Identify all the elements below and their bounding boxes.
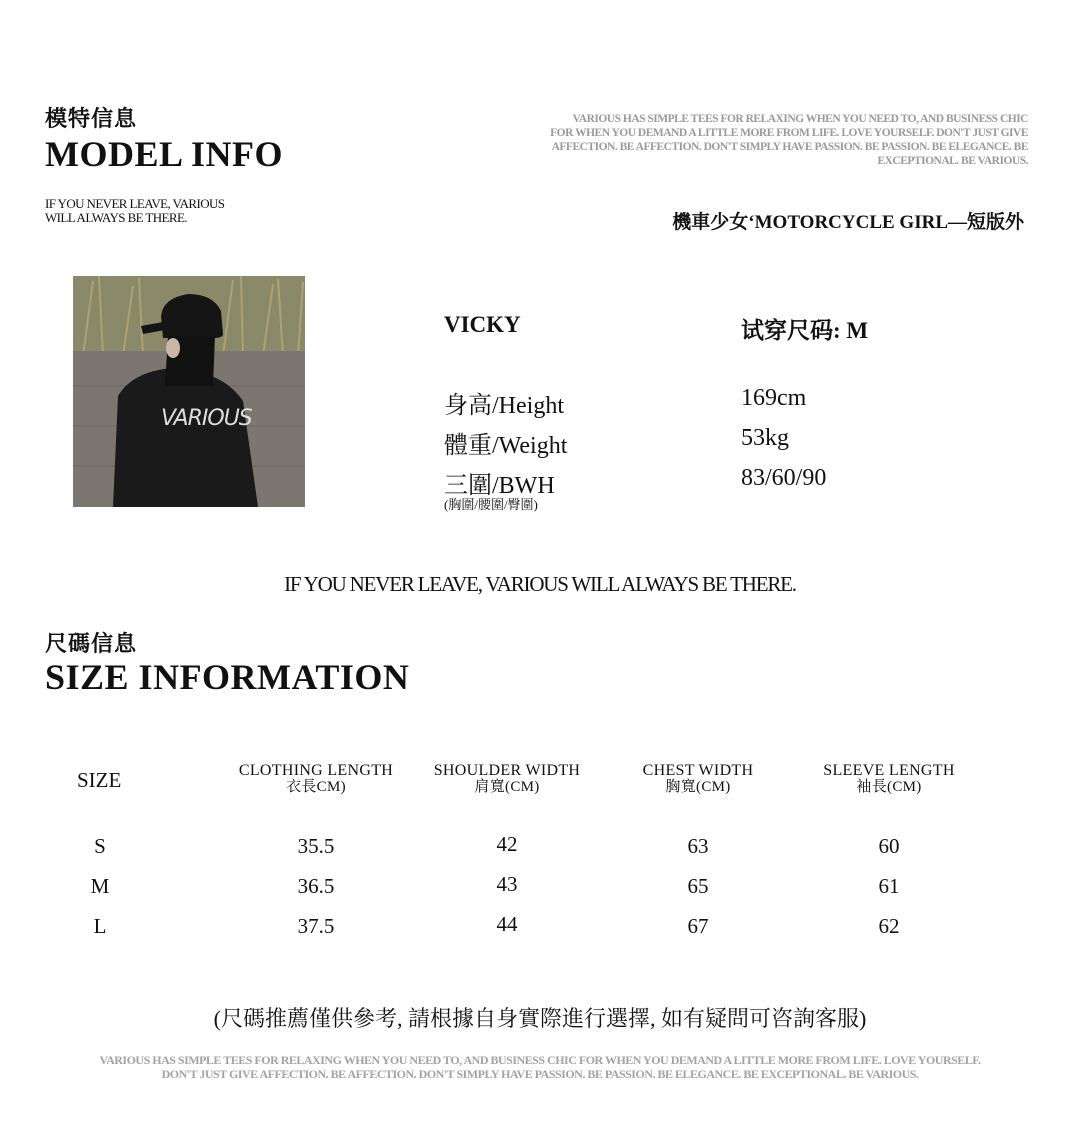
stat-value-height: 169cm bbox=[741, 385, 807, 411]
stat-label-height: 身高/Height bbox=[444, 393, 564, 419]
size-section-title-cn: 尺碼信息 bbox=[45, 631, 138, 656]
size-header: SIZE bbox=[77, 768, 122, 792]
tagline bbox=[45, 197, 224, 225]
footer-line: VARIOUS HAS SIMPLE TEES FOR RELAXING WHEN YOU NEED TO, AND BUSINESS CHIC FOR WHEN YOU DEMAND A LITTLE MORE FROM LIFE. LOVE YOURSELF. bbox=[99, 1053, 981, 1067]
col-header-clothing-length bbox=[226, 762, 406, 796]
footer-line: DON'T JUST GIVE AFFECTION. BE AFFECTION. DON'T SIMPLY HAVE PASSION. BE PASSION. BE ELEGANCE. BE EXCEPTIONAL. BE VARIOUS. bbox=[161, 1067, 919, 1081]
tagline-line: IF YOU NEVER LEAVE, VARIOUS bbox=[45, 196, 225, 211]
cell-clothing-length: 36.5 bbox=[297, 874, 335, 898]
cell-shoulder-width: 43 bbox=[496, 872, 518, 896]
stat-value-weight: 53kg bbox=[741, 425, 789, 451]
row-size: L bbox=[93, 914, 107, 938]
cell-shoulder-width: 42 bbox=[496, 832, 518, 856]
brand-paragraph-line: AFFECTION. BE AFFECTION. DON'T SIMPLY HAVE PASSION. BE PASSION. BE ELEGANCE. BE bbox=[551, 141, 1028, 153]
col-header-cn: 衣長CM) bbox=[286, 779, 346, 795]
jacket-logo-text: VARIOUS bbox=[161, 406, 252, 431]
model-photo-illustration bbox=[73, 276, 305, 507]
col-header-shoulder-width bbox=[417, 762, 597, 796]
cell-chest-width: 63 bbox=[687, 834, 709, 858]
tagline-line: WILL ALWAYS BE THERE. bbox=[45, 210, 187, 225]
col-header-cn: 胸寬(CM) bbox=[665, 779, 731, 795]
row-size: M bbox=[90, 874, 110, 898]
product-name: 機車少女‘MOTORCYCLE GIRL—短版外 bbox=[672, 212, 1024, 233]
cell-clothing-length: 37.5 bbox=[297, 914, 335, 938]
row-size: S bbox=[94, 834, 106, 858]
section-title-cn: 模特信息 bbox=[45, 106, 138, 131]
model-name: VICKY bbox=[444, 312, 521, 337]
footer-paragraph bbox=[0, 1053, 1080, 1081]
brand-paragraph-line: VARIOUS HAS SIMPLE TEES FOR RELAXING WHEN YOU NEED TO, AND BUSINESS CHIC bbox=[572, 113, 1028, 125]
col-header-en: SHOULDER WIDTH bbox=[433, 762, 581, 779]
brand-paragraph-line: EXCEPTIONAL. BE VARIOUS. bbox=[877, 155, 1028, 167]
stat-label-bwh: 三圍/BWH bbox=[444, 473, 555, 499]
col-header-chest-width bbox=[608, 762, 788, 796]
motto: IF YOU NEVER LEAVE, VARIOUS WILL ALWAYS BE THERE. bbox=[284, 572, 796, 596]
cell-sleeve-length: 60 bbox=[878, 834, 900, 858]
cell-sleeve-length: 61 bbox=[878, 874, 900, 898]
bwh-subtitle: (胸圍/腰圍/臀圍) bbox=[444, 497, 538, 512]
col-header-cn: 肩寬(CM) bbox=[474, 779, 540, 795]
col-header-sleeve-length bbox=[799, 762, 979, 796]
col-header-cn: 袖長(CM) bbox=[856, 779, 922, 795]
page-title: MODEL INFO bbox=[45, 134, 284, 174]
model-photo bbox=[73, 276, 305, 507]
cell-chest-width: 65 bbox=[687, 874, 709, 898]
col-header-en: SLEEVE LENGTH bbox=[823, 762, 955, 779]
size-note: (尺碼推薦僅供參考, 請根據自身實際進行選擇, 如有疑問可咨詢客服) bbox=[213, 1006, 867, 1031]
size-section-title: SIZE INFORMATION bbox=[45, 657, 410, 697]
col-header-en: CLOTHING LENGTH bbox=[238, 762, 394, 779]
cell-sleeve-length: 62 bbox=[878, 914, 900, 938]
stat-value-bwh: 83/60/90 bbox=[741, 465, 827, 491]
cell-clothing-length: 35.5 bbox=[297, 834, 335, 858]
col-header-en: CHEST WIDTH bbox=[642, 762, 754, 779]
stat-label-weight: 體重/Weight bbox=[444, 433, 568, 459]
size-tried: 试穿尺码: M bbox=[741, 318, 869, 343]
cell-shoulder-width: 44 bbox=[496, 912, 518, 936]
brand-paragraph-line: FOR WHEN YOU DEMAND A LITTLE MORE FROM LIFE. LOVE YOURSELF. DON'T JUST GIVE bbox=[550, 127, 1028, 139]
brand-paragraph bbox=[488, 112, 1028, 168]
cell-chest-width: 67 bbox=[687, 914, 709, 938]
